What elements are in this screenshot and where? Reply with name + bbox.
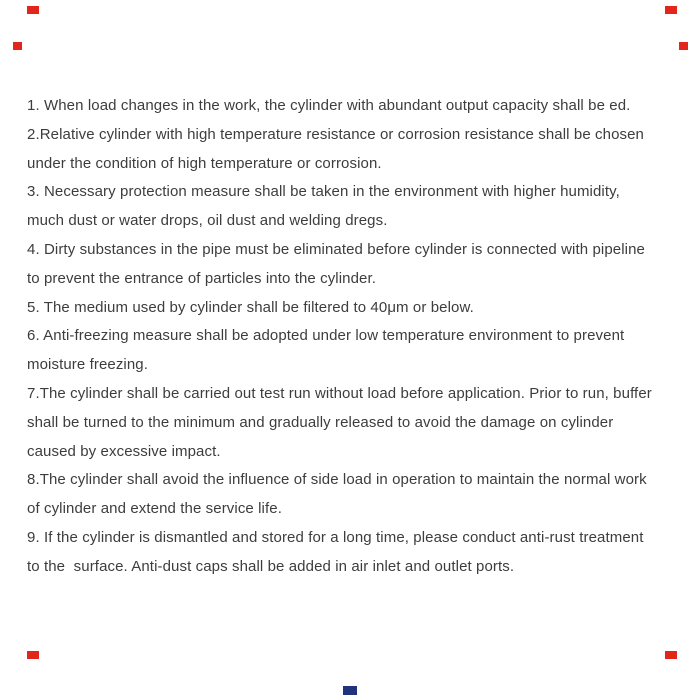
text-line-1: 1. When load changes in the work, the cylinder with abundant output capacity shall be ed.: [27, 97, 631, 114]
instruction-text: [27, 92, 677, 582]
watermark-mark-top-left: [27, 6, 39, 14]
text-line-9: 6. Anti-freezing measure shall be adopted under low temperature environment to prevent: [27, 327, 625, 345]
text-line-11: 7.The cylinder shall be carried out test run without load before application. Prior to run, buffer: [27, 384, 652, 402]
text-line-15: of cylinder and extend the service life.: [27, 500, 282, 518]
text-line-4: 3. Necessary protection measure shall be taken in the environment with higher humidity,: [27, 183, 620, 201]
text-line-6: 4. Dirty substances in the pipe must be eliminated before cylinder is connected with pipeline: [27, 240, 645, 258]
watermark-mark-top-right: [665, 6, 677, 14]
watermark-mark-left: [13, 42, 22, 50]
watermark-mark-right: [679, 42, 688, 50]
watermark-mark-bottom-left: [27, 651, 39, 659]
text-line-5: much dust or water drops, oil dust and welding dregs.: [27, 212, 388, 230]
watermark-mark-bottom-center: [343, 686, 357, 695]
text-line-16: 9. If the cylinder is dismantled and stored for a long time, please conduct anti-rust treatment: [27, 528, 644, 546]
watermark-mark-bottom-right: [665, 651, 677, 659]
text-line-17: to the surface. Anti-dust caps shall be added in air inlet and outlet ports.: [27, 557, 515, 575]
text-line-2: 2.Relative cylinder with high temperature resistance or corrosion resistance shall be chosen: [27, 125, 644, 143]
text-line-3: under the condition of high temperature or corrosion.: [27, 154, 382, 172]
text-line-7: to prevent the entrance of particles into the cylinder.: [27, 269, 377, 287]
text-line-10: moisture freezing.: [27, 356, 149, 374]
text-line-14: 8.The cylinder shall avoid the influence of side load in operation to maintain the normal work: [27, 471, 647, 489]
text-line-8: 5. The medium used by cylinder shall be filtered to 40μm or below.: [27, 298, 474, 316]
text-line-12: shall be turned to the minimum and gradually released to avoid the damage on cylinder: [27, 413, 614, 431]
text-line-13: caused by excessive impact.: [27, 442, 221, 460]
